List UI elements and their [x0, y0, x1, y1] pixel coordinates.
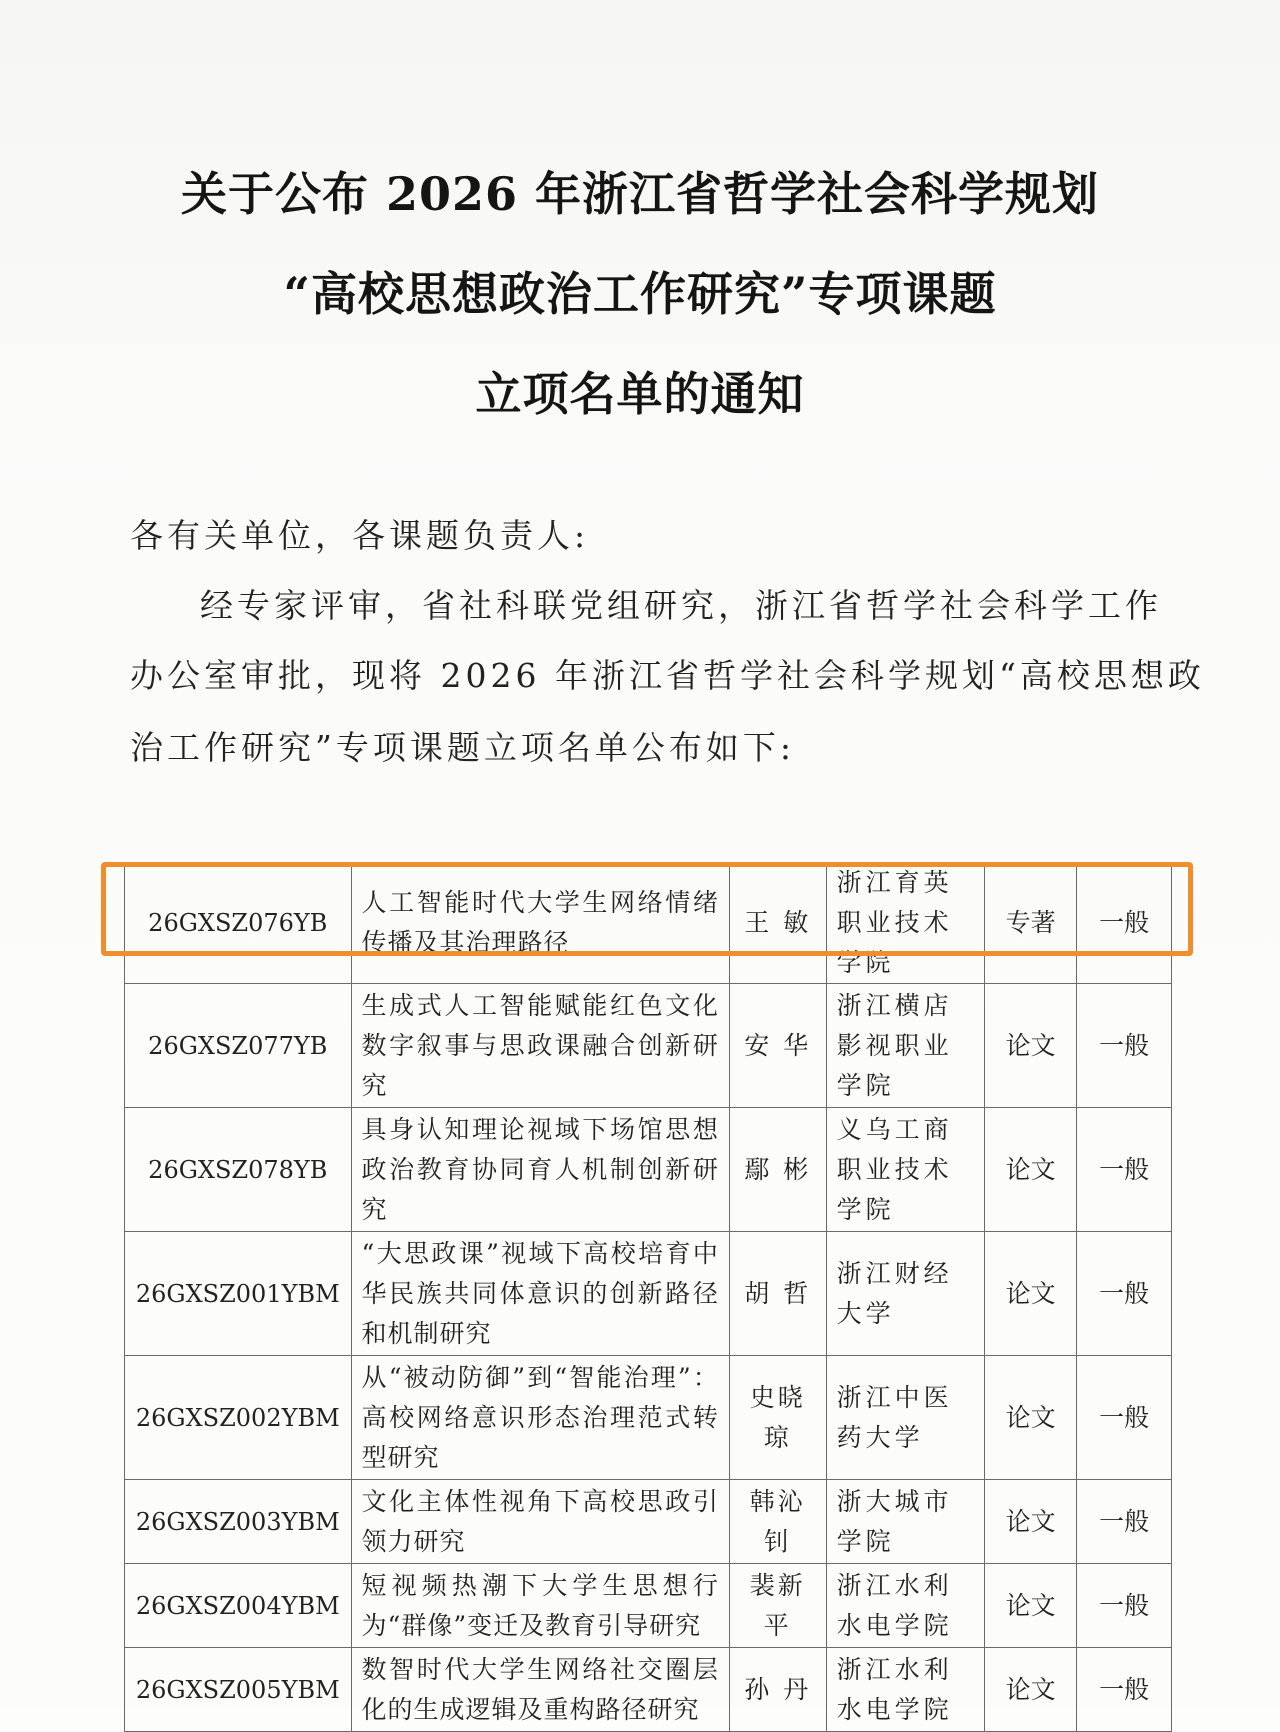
table-row — [125, 1232, 1172, 1356]
project-level-cell: 一般 — [1077, 1108, 1172, 1232]
body-paragraph-line-2: 办公室审批，现将 2026 年浙江省哲学社会科学规划“高校思想政 — [130, 656, 1205, 695]
notice-title-line-2: “高校思想政治工作研究”专项课题 — [283, 267, 997, 321]
body-paragraph-line-1: 经专家评审，省社科联党组研究，浙江省哲学社会科学工作 — [200, 586, 1162, 625]
project-leader-cell: 安 华 — [729, 984, 826, 1108]
project-unit-cell: 浙江育英职业技术学院 — [826, 863, 984, 984]
project-id-cell: 26GXSZ003YBM — [125, 1480, 352, 1564]
project-id-cell: 26GXSZ077YB — [125, 984, 352, 1108]
notice-title-line-1: 关于公布 2026 年浙江省哲学社会科学规划 — [180, 167, 1100, 221]
project-id-cell: 26GXSZ078YB — [125, 1108, 352, 1232]
project-level-cell: 一般 — [1077, 984, 1172, 1108]
project-unit-cell: 浙大城市学院 — [826, 1480, 984, 1564]
project-result-form-cell: 专著 — [985, 863, 1077, 984]
project-title-cell: 从“被动防御”到“智能治理”：高校网络意识形态治理范式转型研究 — [351, 1356, 729, 1480]
project-title-cell: 人工智能时代大学生网络情绪传播及其治理路径 — [351, 863, 729, 984]
project-unit-cell: 浙江财经大学 — [826, 1232, 984, 1356]
notice-title-line-3: 立项名单的通知 — [475, 367, 805, 421]
project-leader-cell: 孙 丹 — [729, 1648, 826, 1732]
project-level-cell: 一般 — [1077, 1648, 1172, 1732]
table-row — [125, 1480, 1172, 1564]
project-level-cell: 一般 — [1077, 863, 1172, 984]
project-id-cell: 26GXSZ004YBM — [125, 1564, 352, 1648]
project-level-cell: 一般 — [1077, 1564, 1172, 1648]
body-paragraph-line-3: 治工作研究”专项课题立项名单公布如下: — [130, 728, 795, 767]
table-row — [125, 863, 1172, 984]
project-result-form-cell: 论文 — [985, 1480, 1077, 1564]
project-title-cell: 文化主体性视角下高校思政引领力研究 — [351, 1480, 729, 1564]
project-result-form-cell: 论文 — [985, 984, 1077, 1108]
project-id-cell: 26GXSZ001YBM — [125, 1232, 352, 1356]
project-list-table — [124, 862, 1172, 1732]
salutation: 各有关单位，各课题负责人: — [130, 516, 590, 555]
project-level-cell: 一般 — [1077, 1356, 1172, 1480]
table-row — [125, 984, 1172, 1108]
project-level-cell: 一般 — [1077, 1480, 1172, 1564]
project-leader-cell: 史晓琼 — [729, 1356, 826, 1480]
project-result-form-cell: 论文 — [985, 1648, 1077, 1732]
table-row — [125, 1564, 1172, 1648]
project-title-cell: 具身认知理论视域下场馆思想政治教育协同育人机制创新研究 — [351, 1108, 729, 1232]
project-level-cell: 一般 — [1077, 1232, 1172, 1356]
project-unit-cell: 浙江水利水电学院 — [826, 1648, 984, 1732]
project-id-cell: 26GXSZ076YB — [125, 863, 352, 984]
project-result-form-cell: 论文 — [985, 1108, 1077, 1232]
table-row — [125, 1108, 1172, 1232]
project-result-form-cell: 论文 — [985, 1564, 1077, 1648]
project-leader-cell: 胡 哲 — [729, 1232, 826, 1356]
project-leader-cell: 王 敏 — [729, 863, 826, 984]
project-unit-cell: 义乌工商职业技术学院 — [826, 1108, 984, 1232]
project-title-cell: 数智时代大学生网络社交圈层化的生成逻辑及重构路径研究 — [351, 1648, 729, 1732]
table-row — [125, 1356, 1172, 1480]
project-id-cell: 26GXSZ002YBM — [125, 1356, 352, 1480]
project-leader-cell: 韩沁钊 — [729, 1480, 826, 1564]
project-unit-cell: 浙江中医药大学 — [826, 1356, 984, 1480]
project-title-cell: 生成式人工智能赋能红色文化数字叙事与思政课融合创新研究 — [351, 984, 729, 1108]
project-leader-cell: 裴新平 — [729, 1564, 826, 1648]
project-leader-cell: 鄢 彬 — [729, 1108, 826, 1232]
project-unit-cell: 浙江横店影视职业学院 — [826, 984, 984, 1108]
table-row — [125, 1648, 1172, 1732]
project-id-cell: 26GXSZ005YBM — [125, 1648, 352, 1732]
project-result-form-cell: 论文 — [985, 1232, 1077, 1356]
project-result-form-cell: 论文 — [985, 1356, 1077, 1480]
project-title-cell: “大思政课”视域下高校培育中华民族共同体意识的创新路径和机制研究 — [351, 1232, 729, 1356]
project-unit-cell: 浙江水利水电学院 — [826, 1564, 984, 1648]
project-title-cell: 短视频热潮下大学生思想行为“群像”变迁及教育引导研究 — [351, 1564, 729, 1648]
